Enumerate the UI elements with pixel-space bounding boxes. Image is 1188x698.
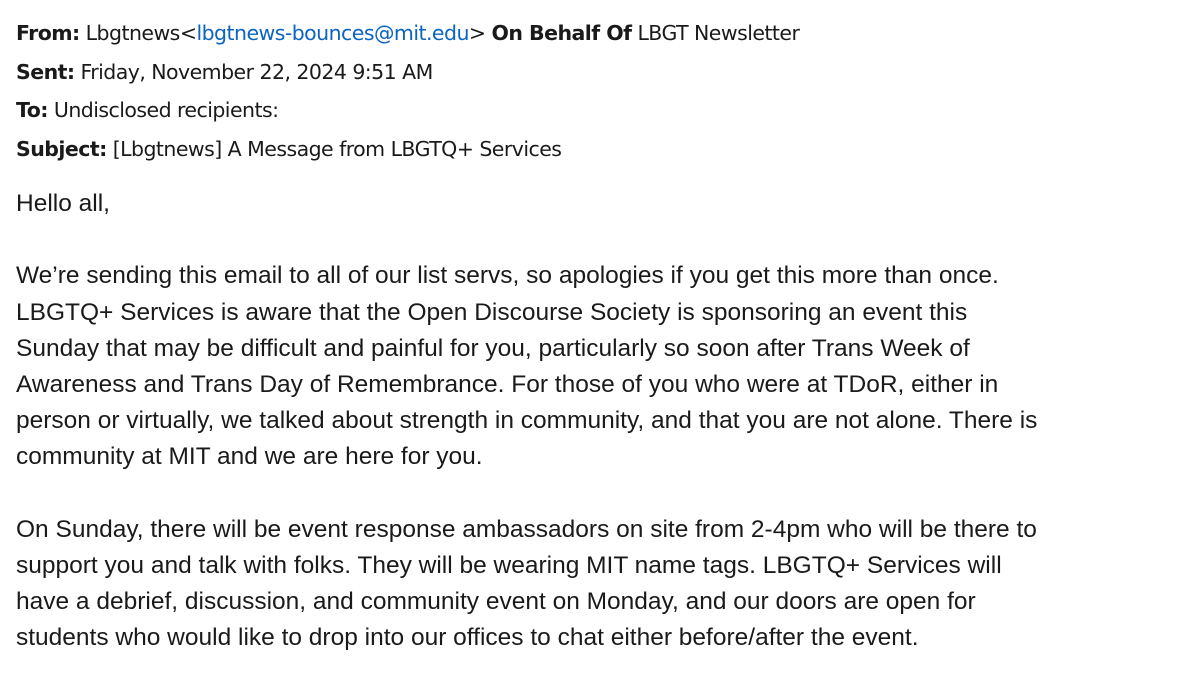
body-line: Sunday that may be difficult and painful for you, particularly so soon after Trans Week of: [16, 334, 970, 362]
sent-label: Sent:: [16, 59, 75, 84]
from-label: From:: [16, 21, 80, 45]
to-value: Undisclosed recipients:: [53, 98, 279, 122]
behalf-name: LBGT Newsletter: [637, 21, 800, 45]
to-row: [16, 91, 1181, 130]
paragraph-2: [16, 512, 1181, 657]
body-line: LBGTQ+ Services is aware that the Open Discourse Society is sponsoring an event this: [16, 298, 968, 326]
email-headers: [16, 14, 1181, 168]
body-line: support you and talk with folks. They will be wearing MIT name tags. LBGTQ+ Services will: [16, 552, 1002, 579]
sent-row: [16, 53, 1181, 92]
from-address-link[interactable]: lbgtnews-bounces@mit.edu: [196, 21, 469, 45]
body-line: We’re sending this email to all of our list servs, so apologies if you get this more than once.: [16, 262, 999, 290]
greeting: Hello all,: [16, 190, 110, 217]
from-open-bracket: <: [179, 21, 197, 45]
behalf-label: On Behalf Of: [491, 21, 632, 45]
from-close-bracket: >: [468, 21, 486, 45]
body-line: Awareness and Trans Day of Remembrance. For those of you who were at TDoR, either in: [16, 371, 999, 398]
subject-label: Subject:: [16, 136, 107, 161]
email-body: [16, 186, 1181, 657]
from-row: [16, 14, 1181, 53]
subject-row: [16, 130, 1181, 169]
body-line: On Sunday, there will be event response ambassadors on site from 2-4pm who will be there to: [16, 515, 1037, 543]
body-line: students who would like to drop into our offices to chat either before/after the event.: [16, 624, 919, 652]
to-label: To:: [16, 98, 48, 122]
from-name: Lbgtnews: [85, 21, 180, 45]
sent-value: Friday, November 22, 2024 9:51 AM: [80, 59, 433, 84]
body-line: person or virtually, we talked about strength in community, and that you are not alone. There is: [16, 407, 1038, 435]
email-message: [16, 14, 1181, 693]
body-line: community at MIT and we are here for you.: [16, 443, 483, 471]
subject-value: [Lbgtnews] A Message from LBGTQ+ Services: [112, 136, 562, 161]
body-line: have a debrief, discussion, and community event on Monday, and our doors are open for: [16, 588, 976, 616]
paragraph-1: [16, 258, 1181, 475]
